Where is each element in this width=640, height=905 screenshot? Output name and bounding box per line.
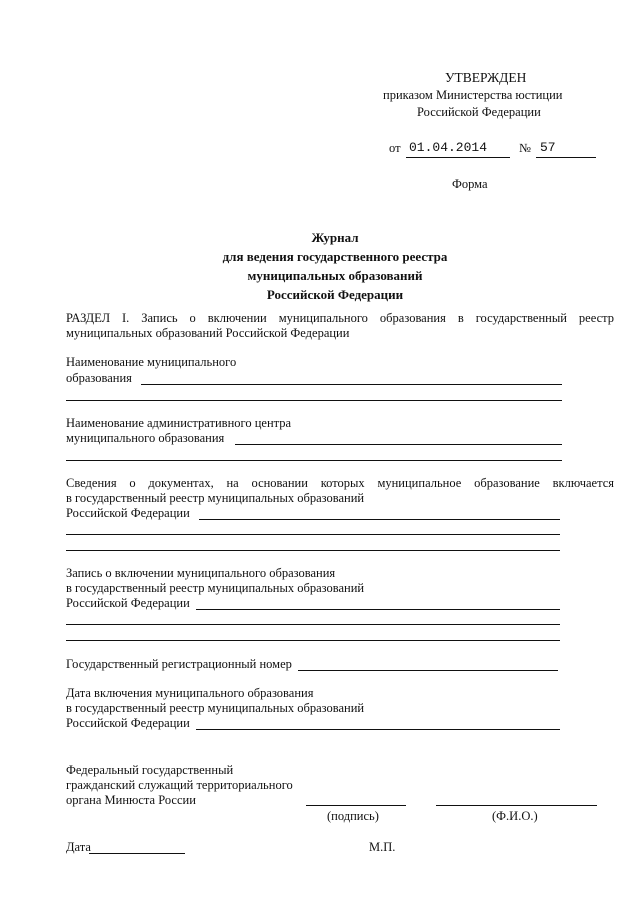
record-field-2[interactable] (66, 624, 560, 625)
admin-center-field-2[interactable] (66, 460, 562, 461)
municipality-name-field-2[interactable] (66, 400, 562, 401)
journal-title (0, 228, 640, 304)
admin-center-label-1: Наименование административного центра (66, 416, 292, 430)
official-label-2: гражданский служащий территориального (66, 778, 293, 792)
approval-number-prefix: № (519, 141, 531, 155)
documents-label-2: в государственный реестр муниципальных образований (66, 491, 365, 505)
reg-number-label: Государственный регистрационный номер (66, 657, 292, 671)
documents-label-3: Российской Федерации (66, 506, 190, 520)
documents-field-3[interactable] (66, 550, 560, 551)
official-label-3: органа Минюста России (66, 793, 196, 807)
date-label: Дата (66, 840, 91, 854)
approval-date-value: 01.04.2014 (409, 140, 488, 155)
municipality-name-field[interactable] (141, 384, 562, 385)
municipality-name-label-2: образования (66, 371, 132, 385)
full-name-caption: (Ф.И.О.) (492, 809, 538, 823)
date-inclusion-label-1: Дата включения муниципального образования (66, 686, 314, 700)
title-line-2: для ведения государственного реестра (222, 249, 448, 264)
section-heading-line-1: РАЗДЕЛ I. Запись о включении муниципального образования в государственный реестр (66, 311, 614, 325)
record-label-3: Российской Федерации (66, 596, 190, 610)
date-inclusion-label-3: Российской Федерации (66, 716, 190, 730)
record-label-1: Запись о включении муниципального образования (66, 566, 336, 580)
municipality-name-label-1: Наименование муниципального (66, 355, 237, 369)
reg-number-field[interactable] (298, 670, 558, 671)
date-field[interactable] (89, 853, 185, 854)
documents-label-1: Сведения о документах, на основании которых муниципальное образование включается (66, 476, 614, 490)
record-field-3[interactable] (66, 640, 560, 641)
record-field[interactable] (196, 609, 560, 610)
approval-date-prefix: от (389, 141, 401, 155)
date-inclusion-label-2: в государственный реестр муниципальных образований (66, 701, 365, 715)
record-label-2: в государственный реестр муниципальных образований (66, 581, 365, 595)
admin-center-field[interactable] (235, 444, 562, 445)
documents-field[interactable] (199, 519, 560, 520)
signature-field[interactable] (306, 805, 406, 806)
official-label-1: Федеральный государственный (66, 763, 234, 777)
approval-number-value: 57 (540, 140, 556, 155)
date-underline (406, 157, 510, 158)
section-heading-line-2: муниципальных образований Российской Федерации (66, 326, 350, 340)
number-underline (536, 157, 596, 158)
stamp-label: М.П. (369, 840, 396, 854)
title-line-4: Российской Федерации (266, 287, 404, 302)
date-inclusion-field[interactable] (196, 729, 560, 730)
title-line-3: муниципальных образований (247, 268, 423, 283)
signature-caption: (подпись) (327, 809, 379, 823)
admin-center-label-2: муниципального образования (66, 431, 225, 445)
approval-line-1: приказом Министерства юстиции (383, 88, 563, 102)
approval-heading: УТВЕРЖДЕН (445, 70, 527, 85)
documents-field-2[interactable] (66, 534, 560, 535)
title-line-1: Журнал (311, 230, 359, 245)
approval-line-2: Российской Федерации (417, 105, 541, 119)
form-label: Форма (452, 177, 488, 191)
full-name-field[interactable] (436, 805, 597, 806)
